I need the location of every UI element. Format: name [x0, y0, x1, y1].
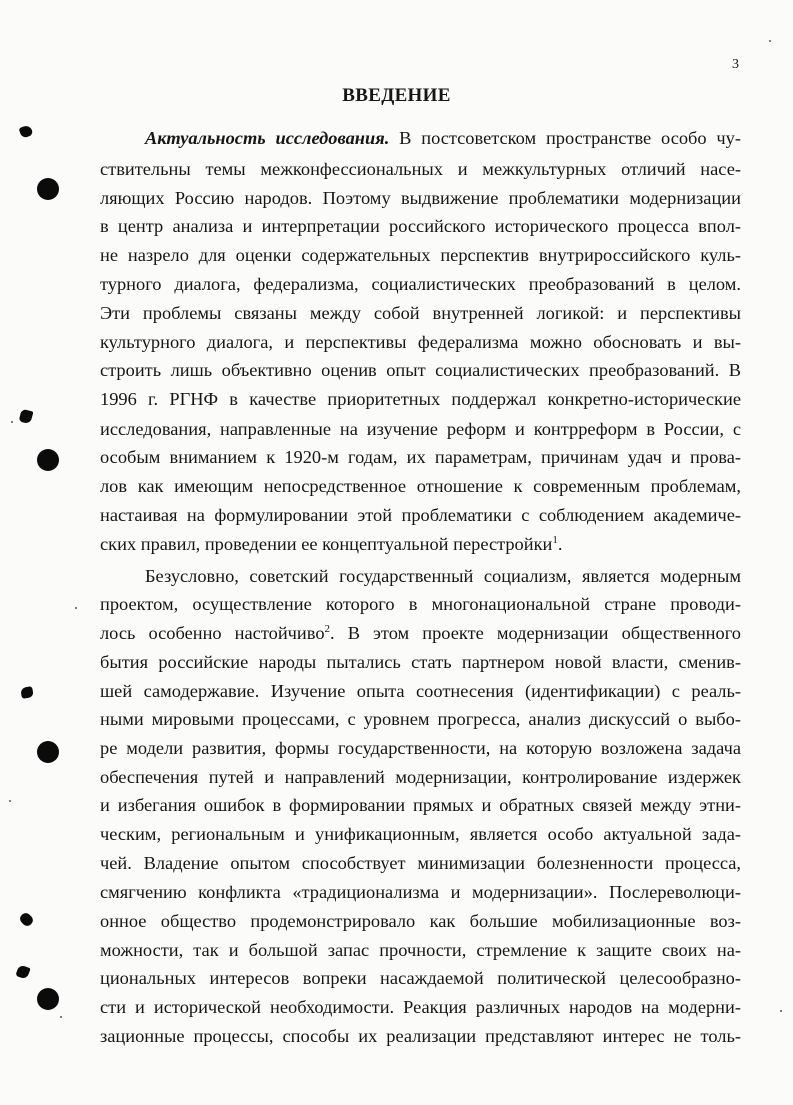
text-line: особым вниманием к 1920-м годам, их параметрам, причинам удач и прова- [100, 447, 741, 467]
paragraph-1-first-line [145, 126, 741, 150]
scan-speck [11, 421, 13, 423]
text-line: ляющих Россию народов. Поэтому выдвижение проблематики модернизации [100, 188, 741, 208]
lead-phrase: Актуальность исследования. [145, 128, 390, 148]
text-line: шей самодержавие. Изучение опыта соотнесения (идентификации) с реаль- [100, 681, 741, 701]
ink-blot [18, 124, 33, 138]
punch-hole-mark [37, 741, 59, 763]
text-line: циональных интересов вопреки насаждаемой политической целесообразно- [100, 968, 741, 988]
text-line: ре модели развития, формы государственности, на которую возложена задача [100, 738, 741, 758]
line-3-before: лось особенно настойчиво [100, 623, 325, 643]
section-title: ВВЕДЕНИЕ [342, 85, 451, 106]
text-line: сти и исторической необходимости. Реакция различных народов на модерни- [100, 997, 741, 1017]
footnote-ref-1[interactable]: 1 [552, 534, 558, 546]
text-line: онное общество продемонстрировало как большие мобилизационные воз- [100, 911, 741, 931]
text-line: ными мировыми процессами, с уровнем прогресса, анализ дискуссий о выбо- [100, 709, 741, 729]
text-line: не назрело для оценки содержательных перспектив внутрироссийского куль- [100, 245, 741, 265]
text-line: культурного диалога, и перспективы федерализма можно обосновать и вы- [100, 332, 741, 352]
paragraph-2-line-3 [100, 621, 741, 645]
punch-hole-mark [37, 988, 59, 1010]
text-line: проектом, осуществление которого в многонациональной стране проводи- [100, 594, 741, 614]
text-line: ствительны темы межконфессиональных и межкультурных отличий насе- [100, 159, 741, 179]
text-line: Эти проблемы связаны между собой внутренней логикой: и перспективы [100, 303, 741, 323]
first-line-text: В постсоветском пространстве особо чу- [389, 128, 741, 148]
text-line: лов как имеющим непосредственное отношение к современным проблемам, [100, 476, 741, 496]
footnote-ref-2[interactable]: 2 [324, 623, 331, 635]
paragraph-1-last-line [100, 532, 741, 556]
ink-blot [15, 964, 30, 979]
text-line: бытия российские народы пытались стать партнером новой власти, сменив- [100, 652, 741, 672]
text-line: обеспечения путей и направлений модернизации, контролирование издержек [100, 767, 741, 787]
text-line: турного диалога, федерализма, социалистических преобразований в целом. [100, 274, 741, 294]
text-line: в центр анализа и интерпретации российского исторического процесса впол- [100, 216, 741, 236]
paragraph-2-first-line: Безусловно, советский государственный социализм, является модерным [145, 566, 741, 586]
scan-speck [75, 607, 77, 609]
ink-blot [19, 409, 34, 425]
text-line: исследования, направленные на изучение реформ и контрреформ в России, с [100, 419, 741, 439]
text-line: строить лишь объективно оценив опыт социалистических преобразований. В [100, 360, 741, 380]
scan-speck [9, 800, 11, 802]
scan-speck [60, 1016, 62, 1018]
punch-hole-mark [37, 178, 59, 200]
scan-speck [769, 40, 771, 42]
text-line: чей. Владение опытом способствует минимизации болезненности процесса, [100, 853, 741, 873]
ink-blot [18, 911, 35, 928]
text-line: и избегания ошибок в формировании прямых и обратных связей между этни- [100, 795, 741, 815]
line-3-after: . В этом проекте модернизации общественного [330, 623, 741, 643]
scan-speck [780, 1010, 782, 1012]
page-number: 3 [732, 57, 739, 72]
ink-blot [20, 686, 34, 699]
text-line: можности, так и большой запас прочности, стремление к защите своих на- [100, 940, 741, 960]
last-line-end: . [557, 534, 563, 554]
text-line: ческим, региональным и унификационным, является особо актуальной зада- [100, 824, 741, 844]
text-line: настаивая на формулировании этой проблематики с соблюдением академиче- [100, 505, 741, 525]
text-line: смягчению конфликта «традиционализма и модернизации». Послереволюци- [100, 882, 741, 902]
text-line: 1996 г. РГНФ в качестве приоритетных поддержал конкретно-исторические [100, 389, 741, 409]
text-line: зационные процессы, способы их реализации представляют интерес не толь- [100, 1026, 741, 1046]
last-line-text: ских правил, проведении ее концептуальной перестройки [100, 534, 553, 554]
punch-hole-mark [37, 449, 59, 471]
